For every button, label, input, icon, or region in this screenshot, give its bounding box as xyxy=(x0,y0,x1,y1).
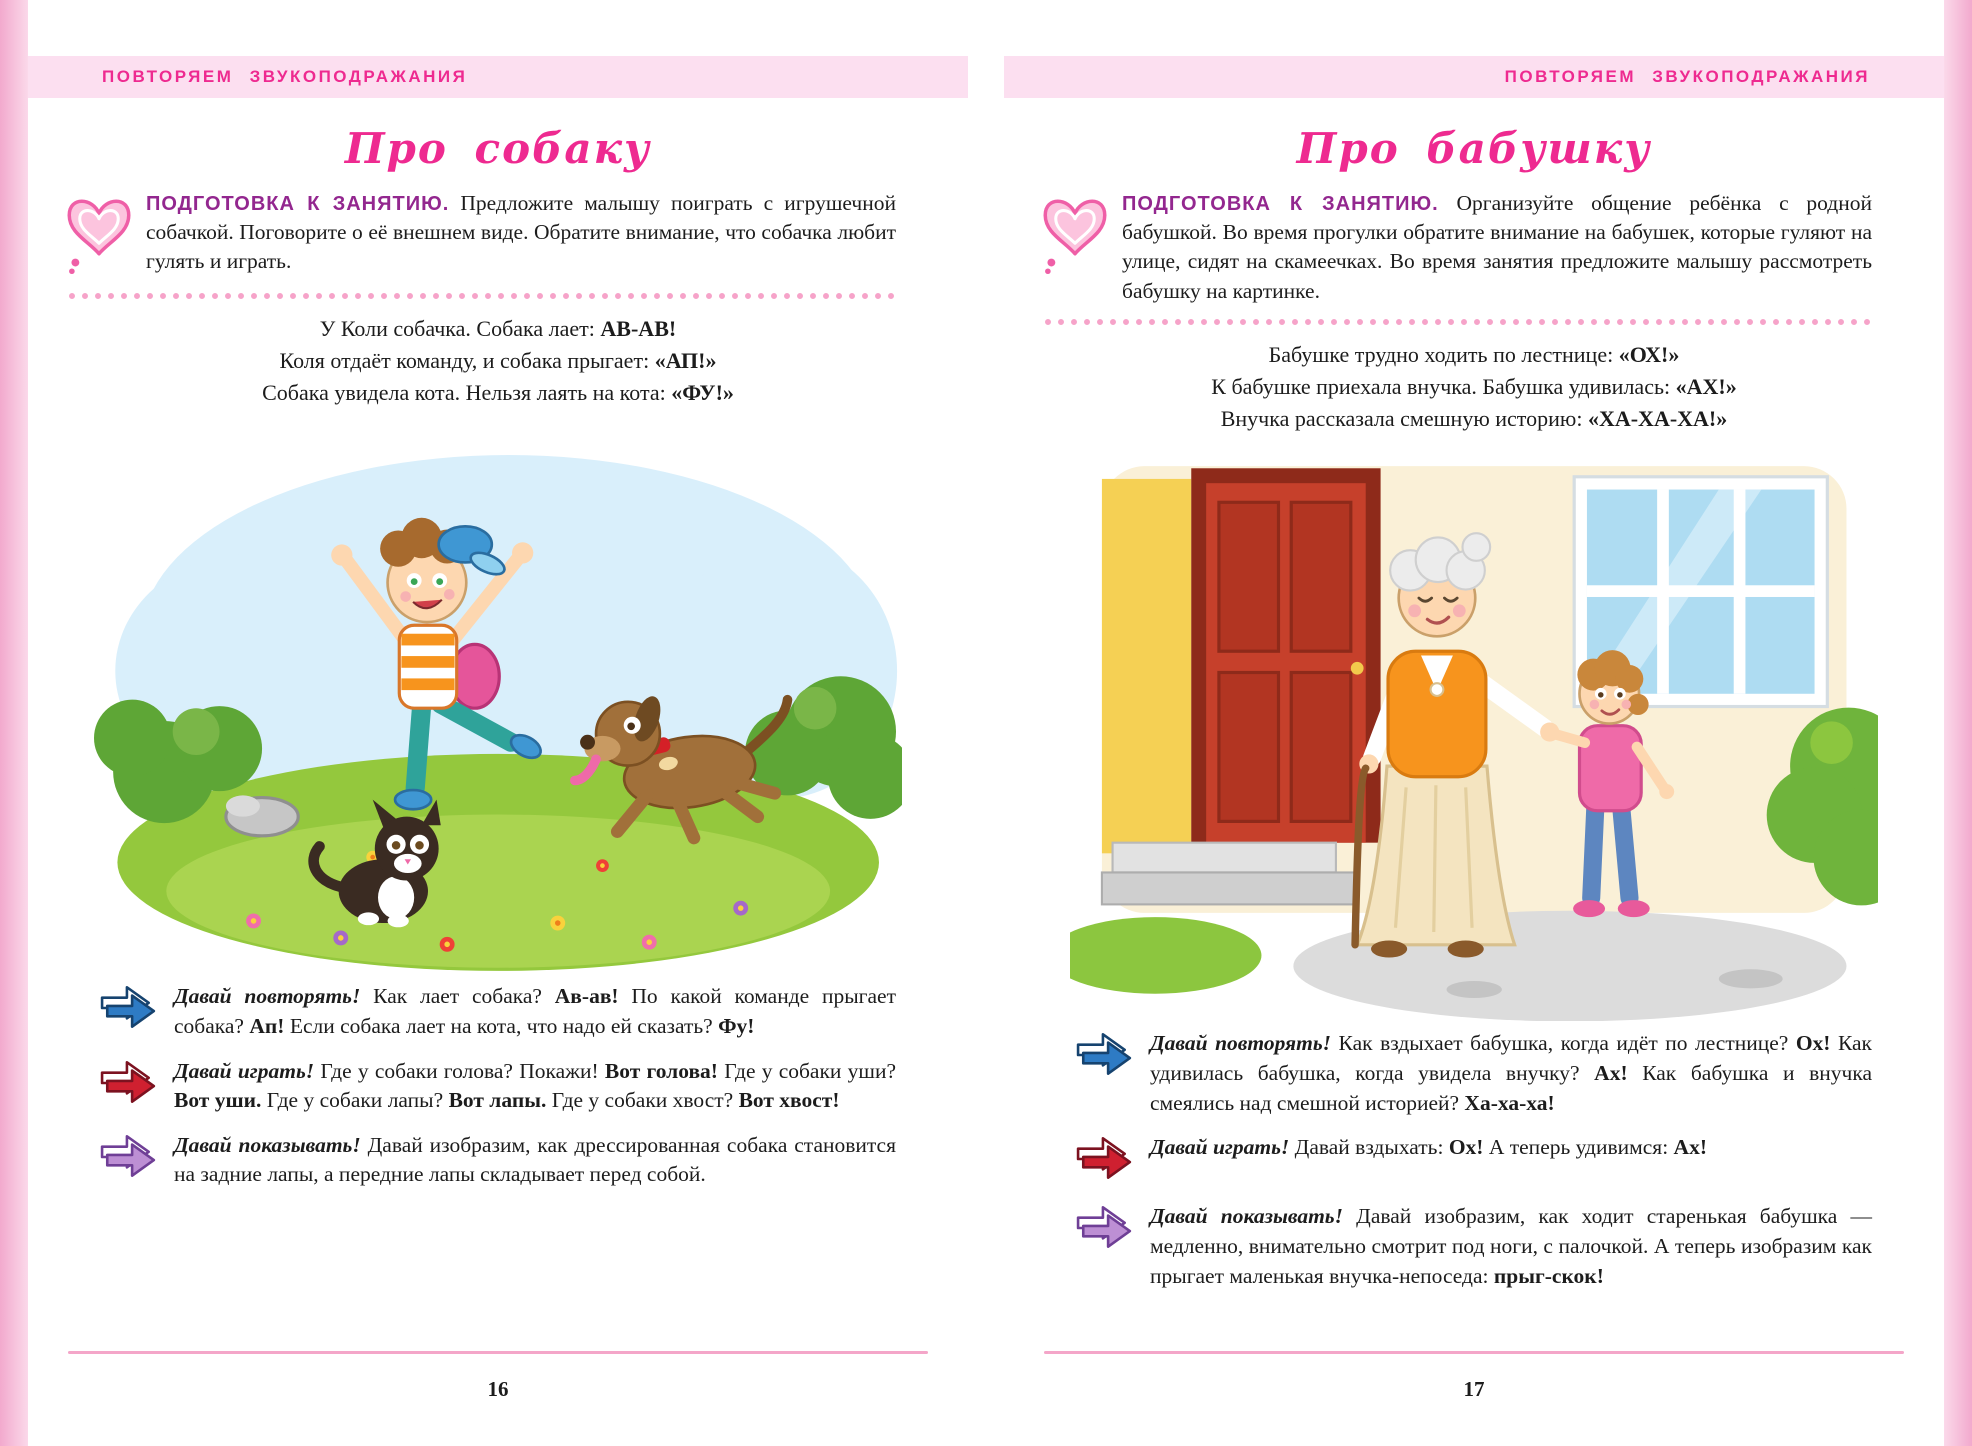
task-show xyxy=(1076,1202,1872,1291)
right-page-edge-strip xyxy=(1944,0,1972,1446)
intro-line: К бабушке приехала внучка. Бабушка удивилась: «АХ!» xyxy=(1211,373,1737,399)
heart-icon xyxy=(1040,187,1110,280)
running-head: ПОВТОРЯЕМ ЗВУКОПОДРАЖАНИЯ xyxy=(102,67,468,86)
preparation-block xyxy=(1040,187,1872,306)
task-text: Давай показывать! Давай изобразим, как ходит старенькая бабушка — медленно, внимательно смотрит под ноги, с палочкой. А теперь изобразим как прыгает маленькая внучка-непоседа: прыг-скок! xyxy=(1150,1204,1872,1288)
page-title: Про бабушку xyxy=(1296,124,1652,173)
running-head-band xyxy=(1004,56,1944,98)
arrow-icon-blue xyxy=(100,985,158,1036)
intro-line: У Коли собачка. Собака лает: АВ-АВ! xyxy=(319,316,677,341)
task-repeat xyxy=(100,982,896,1041)
page-right xyxy=(1004,0,1944,1446)
illustration-grandma-girl xyxy=(1070,447,1878,1021)
page-title: Про собаку xyxy=(344,124,652,173)
task-text: Давай повторять! Как вздыхает бабушка, когда идёт по лестнице? Ох! Как удивилась бабушка, когда увидела внучку? Ах! Как бабушка и внучка смеялись над смешной историей? Ха-ха-ха! xyxy=(1150,1031,1872,1115)
preparation-paragraph xyxy=(1122,189,1872,306)
task-repeat xyxy=(1076,1029,1872,1118)
task-text: Давай играть! Давай вздыхать: Ох! А теперь удивимся: Ах! xyxy=(1150,1135,1707,1160)
task-text: Давай повторять! Как лает собака? Ав-ав! По какой команде прыгает собака? Ап! Если собака лает на кота, что надо ей сказать? Фу! xyxy=(174,984,896,1038)
left-page-edge-strip xyxy=(0,0,28,1446)
arrow-icon-red xyxy=(1076,1136,1134,1187)
illustration-boy-dog-cat xyxy=(94,421,902,974)
intro-line: Собака увидела кота. Нельзя лаять на кота: «ФУ!» xyxy=(262,380,734,406)
preparation-paragraph xyxy=(146,189,896,277)
footer-rule xyxy=(1044,1351,1904,1354)
task-play xyxy=(100,1057,896,1116)
prep-label: ПОДГОТОВКА К ЗАНЯТИЮ. xyxy=(1122,193,1439,215)
page-left xyxy=(28,0,968,1446)
intro-line: Коля отдаёт команду, и собака прыгает: «АП!» xyxy=(279,348,717,374)
dotted-divider xyxy=(68,292,896,300)
task-play xyxy=(1076,1133,1872,1187)
task-show xyxy=(100,1131,896,1190)
task-list xyxy=(1076,1029,1872,1291)
running-head-band xyxy=(28,56,968,98)
heart-icon xyxy=(64,187,134,280)
prep-text: Предложите малышу поиграть с игрушечной собачкой. Поговорите о её внешнем виде. Обратите внимание, что собачка любит гулять и играть. xyxy=(146,191,896,274)
arrow-icon-purple xyxy=(1076,1205,1134,1256)
dotted-divider xyxy=(1044,318,1872,326)
arrow-icon-purple xyxy=(100,1134,158,1185)
arrow-icon-red xyxy=(100,1060,158,1111)
preparation-block xyxy=(64,187,896,280)
task-list xyxy=(100,982,896,1190)
prep-label: ПОДГОТОВКА К ЗАНЯТИЮ. xyxy=(146,193,450,215)
intro-block xyxy=(1044,340,1904,433)
intro-line: Бабушке трудно ходить по лестнице: «ОХ!» xyxy=(1268,341,1680,367)
page-number: 16 xyxy=(487,1377,509,1401)
page-number: 17 xyxy=(1463,1377,1485,1401)
task-text: Давай играть! Где у собаки голова? Покажи! Вот голова! Где у собаки уши? Вот уши. Где у собаки лапы? Вот лапы. Где у собаки хвост? Вот хвост! xyxy=(174,1058,896,1113)
intro-line: Внучка рассказала смешную историю: «ХА-ХА-ХА!» xyxy=(1220,406,1728,431)
footer-rule xyxy=(68,1351,928,1354)
running-head: ПОВТОРЯЕМ ЗВУКОПОДРАЖАНИЯ xyxy=(1504,67,1870,86)
task-text: Давай показывать! Давай изобразим, как дрессированная собака становится на задние лапы, а передние лапы складывает перед собой. xyxy=(174,1132,896,1187)
intro-block xyxy=(68,314,928,407)
prep-text: Организуйте общение ребёнка с родной бабушкой. Во время прогулки обратите внимание на бабушек, которые гуляют на улице, сидят на скамеечках. Во время занятия предложите малышу рассмотреть бабушку на картинке. xyxy=(1122,191,1872,303)
arrow-icon-blue xyxy=(1076,1032,1134,1083)
